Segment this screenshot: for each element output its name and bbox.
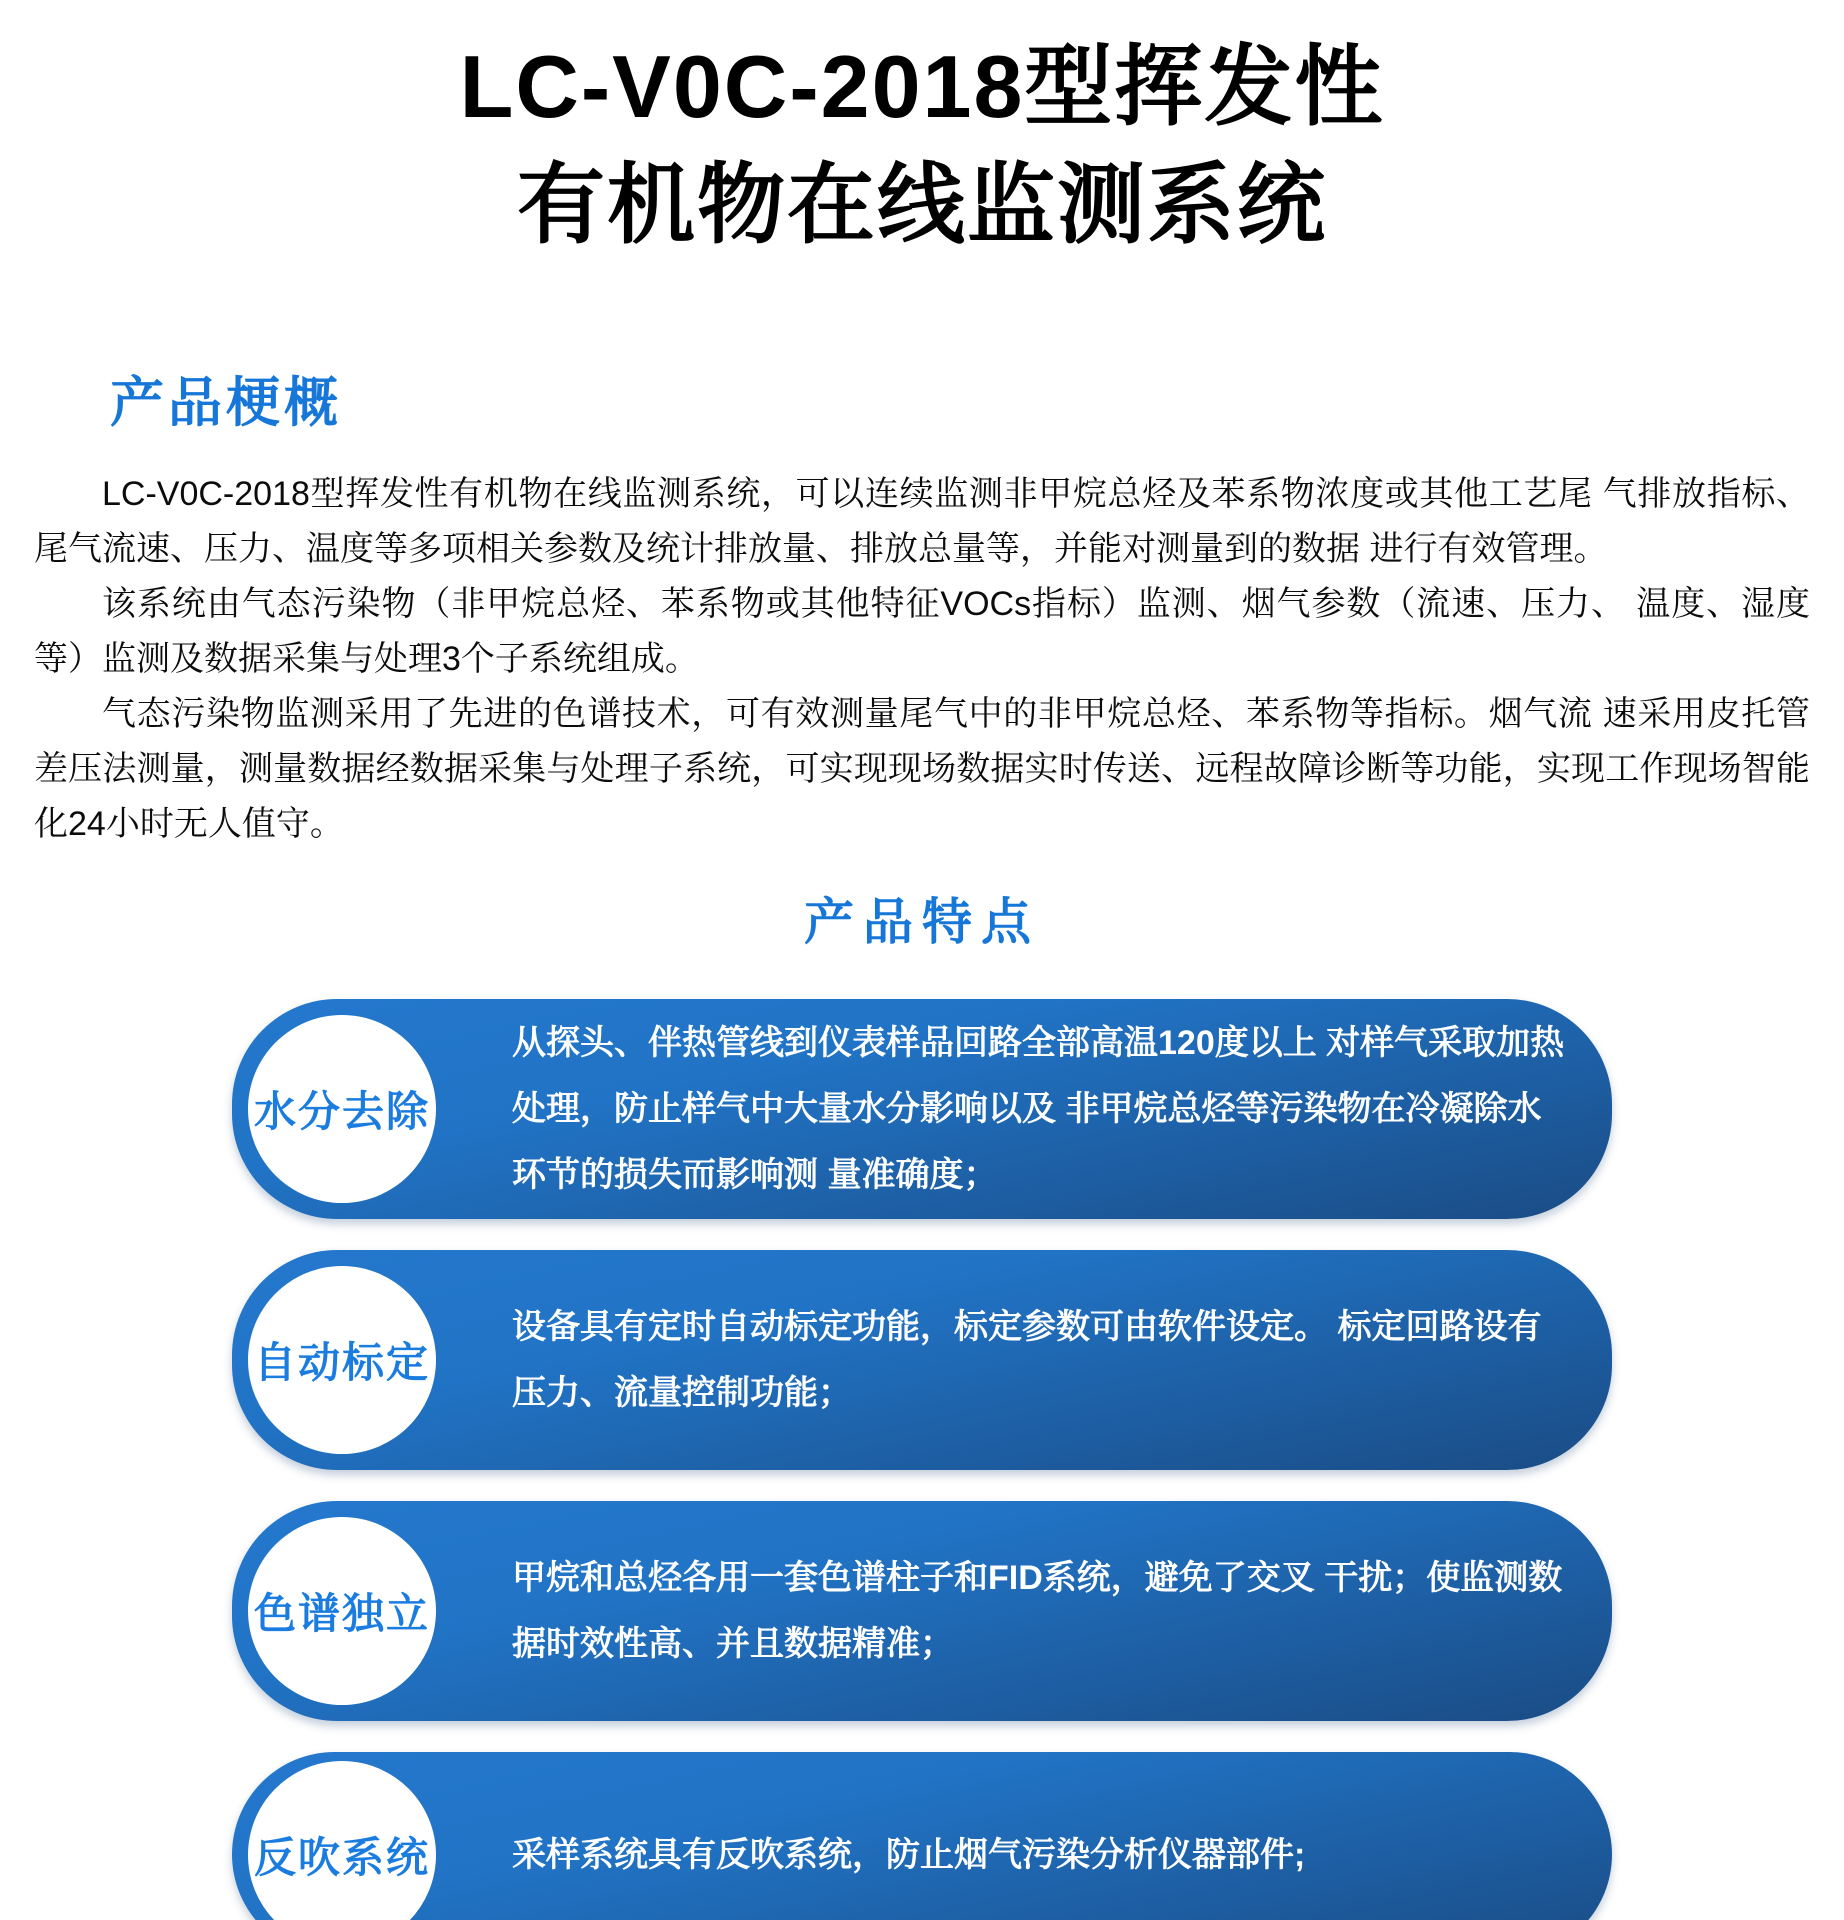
page-title-line2: 有机物在线监测系统 — [516, 155, 1327, 254]
feature-text: 采样系统具有反吹系统，防止烟气污染分析仪器部件; — [512, 1835, 1306, 1874]
feature-text: 甲烷和总烃各用一套色谱柱子和FID系统，避免了交叉 干扰；使监测数据时效性高、并且数据精准； — [512, 1559, 1563, 1663]
feature-label: 水分去除 — [253, 1088, 430, 1135]
feature-card-water-removal — [232, 999, 1612, 1219]
feature-text: 设备具有定时自动标定功能，标定参数可由软件设定。 标定回路设有压力、流量控制功能； — [512, 1308, 1542, 1412]
overview-paragraph: 该系统由气态污染物（非甲烷总烃、苯系物或其他特征VOCs指标）监测、烟气参数（流速、压力、 温度、湿度等）监测及数据采集与处理3个子系统组成。 — [34, 585, 1810, 678]
feature-badge — [248, 1015, 436, 1203]
features-heading: 产品特点 — [804, 894, 1040, 950]
feature-card-independent-chromatography — [232, 1501, 1612, 1721]
feature-text: 从探头、伴热管线到仪表样品回路全部高温120度以上 对样气采取加热处理，防止样气中大量水分影响以及 非甲烷总烃等污染物在冷凝除水环节的损失而影响测 量准确度； — [512, 1024, 1565, 1194]
feature-badge — [248, 1761, 436, 1920]
overview-body — [34, 467, 1810, 852]
feature-badge — [248, 1517, 436, 1705]
feature-badge — [248, 1266, 436, 1454]
feature-card-blowback-system — [232, 1752, 1612, 1920]
feature-label: 自动标定 — [253, 1339, 430, 1386]
overview-paragraph: LC-V0C-2018型挥发性有机物在线监测系统，可以连续监测非甲烷总烃及苯系物浓度或其他工艺尾 气排放指标、尾气流速、压力、温度等多项相关参数及统计排放量、排放总量等，并能对测量到的数据 进行有效管理。 — [34, 475, 1810, 568]
overview-heading: 产品梗概 — [110, 373, 342, 433]
feature-label: 色谱独立 — [253, 1590, 430, 1637]
feature-label: 反吹系统 — [253, 1833, 430, 1881]
feature-card-auto-calibration — [232, 1250, 1612, 1470]
page-title — [0, 28, 1844, 264]
overview-paragraph: 气态污染物监测采用了先进的色谱技术，可有效测量尾气中的非甲烷总烃、苯系物等指标。烟气流 速采用皮托管差压法测量，测量数据经数据采集与处理子系统，可实现现场数据实时传送、远程故障诊断等功能，实现工作现场智能化24小时无人值守。 — [34, 695, 1810, 843]
page-title-line1: LC-V0C-2018型挥发性 — [459, 37, 1385, 136]
feature-card-list — [232, 999, 1612, 1920]
